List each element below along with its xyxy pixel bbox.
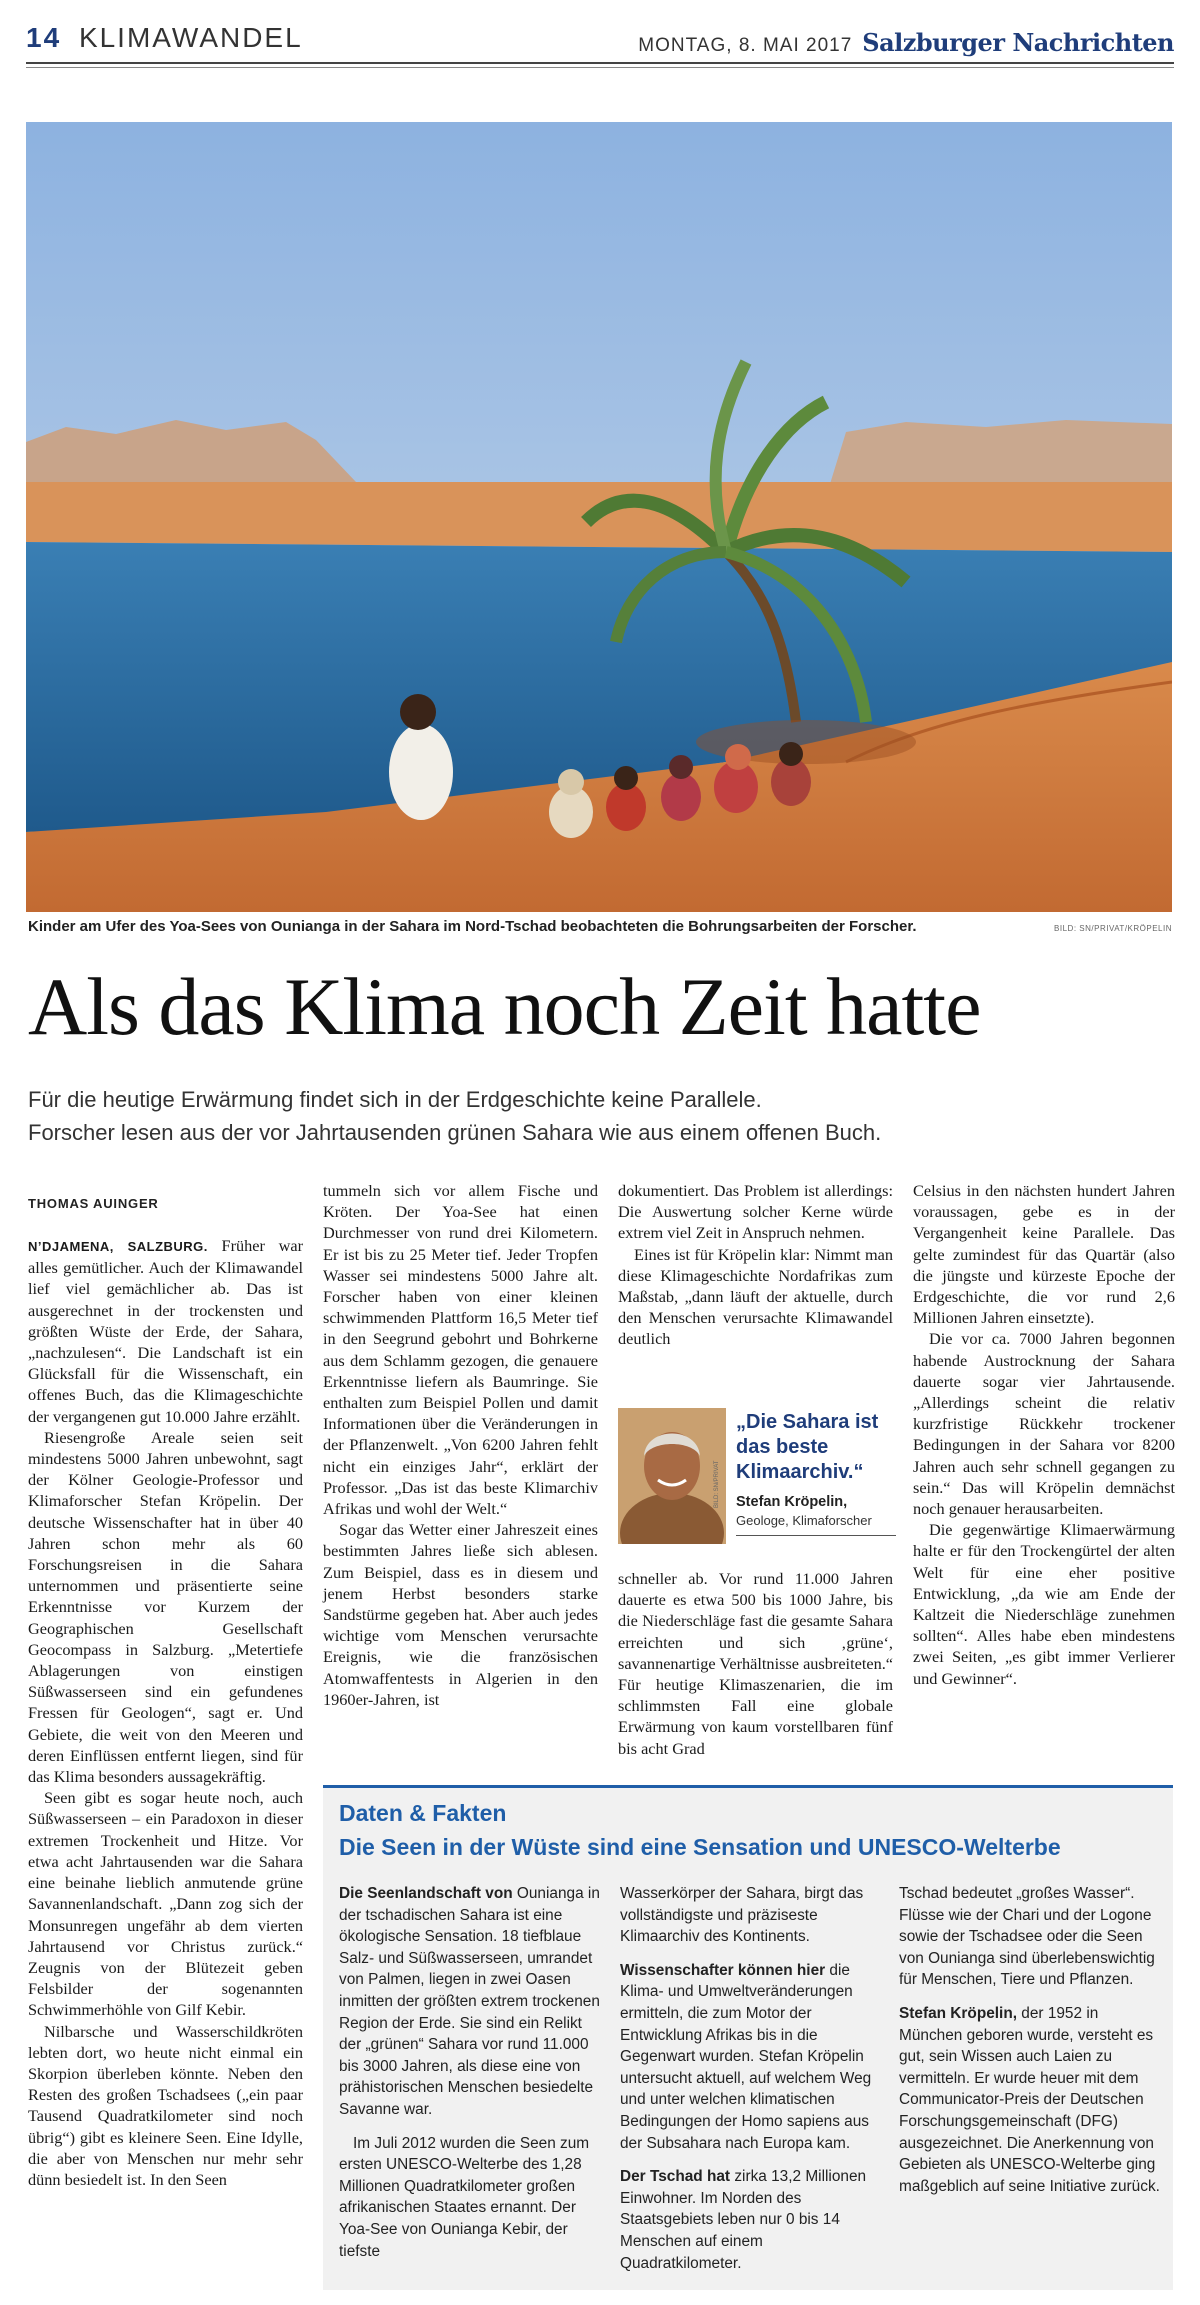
- fact-paragraph: Die Seenlandschaft von Ounianga in der tschadischen Sahara ist eine ökologische Sensation. 18 tiefblaue Salz- und Süßwasserseen, umrandet von Palmen, liegen in zwei Oasen inmitten der größten extrem trockenen Region der Erde. Sie sind ein Relikt der „grünen“ Sahara vor rund 11.000 bis 3000 Jahren, als diese eine von prähistorischen Menschen besiedelte Savanne war.: [339, 1885, 600, 2118]
- fact-paragraph: Im Juli 2012 wurden die Seen zum ersten UNESCO-Welterbe des 1,28 Millionen Quadratkilometer großen afrikanischen Staates ernannt. Der Yoa-See von Ounianga Kebir, der tiefste: [339, 2134, 590, 2260]
- section-header: [26, 22, 303, 54]
- header-rule: [26, 62, 1174, 64]
- article-paragraph: Celsius in den nächsten hundert Jahren voraussagen, gebe es in der Vergangenheit keine Parallele. Das gelte zumindest für das Quartär (also die jüngste und kürzeste Epoche der Erdgeschichte, die vor rund 2,6 Millionen Jahren einsetzte).: [913, 1181, 1175, 1328]
- fact-box-column-3: [899, 1883, 1164, 2209]
- fact-box: [323, 1785, 1173, 2290]
- page-number: 14: [26, 22, 62, 53]
- fact-paragraph: Stefan Kröpelin, der 1952 in München geboren wurde, versteht es gut, sein Wissen auch Laien zu vermitteln. Er wurde heuer mit dem Communicator-Preis der Deutschen Forschungsgemeinschaft (DFG) ausgezeichnet. Die Anerkennung von Gebieten als UNESCO-Welterbe ging maßgeblich auf seine Initiative zurück.: [899, 2004, 1160, 2195]
- article-paragraph: Nilbarsche und Wasserschildkröten lebten dort, wo heute nicht einmal ein Skorpion überleben könnte. Neben den Resten des großen Tschadsees („ein paar Tausend Quadratkilometer sind noch übrig“) gibt es kleinere Seen. Eine Idylle, die aber von Menschen nur mehr sehr dünn besiedelt ist. In den Seen: [28, 2021, 303, 2189]
- article-column-3-continued: [618, 1568, 893, 1759]
- article-paragraph: N’DJAMENA, SALZBURG. Früher war alles gemütlicher. Auch der Klimawandel lief viel gemächlicher ab. Das ist ausgerechnet in der trockensten und größten Wüste der Erde, der Sahara, „nachzulesen“. Die Landschaft ist ein Glücksfall für die Wissenschaft, ein offenes Buch, das die Klimageschichte der vergangenen gut 10.000 Jahre erzählt.: [28, 1236, 303, 1426]
- pull-quote: [618, 1408, 893, 1548]
- masthead: [26, 20, 1174, 62]
- quote-role: Geologe, Klimaforscher: [736, 1513, 872, 1528]
- portrait-credit: BILD: SN/PRIVAT: [714, 1460, 720, 1508]
- article-paragraph: Seen gibt es sogar heute noch, auch Süßwasserseen – ein Paradoxon in dieser extremen Trockenheit und Hitze. Vor etwa acht Jahrtausenden war die Sahara eine beinahe lieblich anmutende grüne Savannenlandschaft. „Dann zog sich der Monsunregen ungefähr ab dem vierten Jahrtausend vor Christus zurück.“ Zeugnis von der Blütezeit geben Felsbilder der sogenannten Schwimmerhöhle von Gilf Kebir.: [28, 1788, 303, 2020]
- article-paragraph: dokumentiert. Das Problem ist allerdings: Die Auswertung solcher Kerne würde extrem viel Zeit in Anspruch nehmen.: [618, 1181, 893, 1243]
- subheadline: [28, 1083, 1168, 1149]
- fact-box-column-2: [620, 1883, 885, 2286]
- article-column-1: [28, 1235, 303, 2190]
- fact-box-column-1: [339, 1883, 604, 2274]
- article-paragraph: Die vor ca. 7000 Jahren begonnen habende Austrocknung der Sahara dauerte sogar vier Jahrtausende. „Allerdings scheint die relativ kurzfristige Rückkehr trockener Bedingungen in der Sahara vor 8200 Jahren auch sehr schnell gegangen zu sein.“ Das will Kröpelin demnächst noch genauer herausarbeiten.: [913, 1329, 1175, 1519]
- fact-paragraph: Der Tschad hat zirka 13,2 Millionen Einwohner. Im Norden des Staatsgebiets leben nur 0 bis 14 Menschen auf einem Quadratkilometer.: [620, 2168, 867, 2272]
- lead-photo: [26, 122, 1172, 912]
- quote-rule: [736, 1535, 896, 1536]
- newspaper-logo: Salzburger Nachrichten: [862, 28, 1174, 57]
- article-paragraph: schneller ab. Vor rund 11.000 Jahren dauerte es etwa 500 bis 1000 Jahre, bis die Niederschläge fast die gesamte Sahara erreichten und sich ‚grüne‘, savannenartige Verhältnisse ausbreiteten.“ Für heutige Klimaszenarien, die im schlimmsten Fall eine globale Erwärmung von kaum vorstellbaren fünf bis acht Grad: [618, 1569, 894, 1758]
- article-column-3: [618, 1180, 893, 1350]
- quote-text: „Die Sahara ist das beste Klimaarchiv.“: [736, 1411, 879, 1483]
- section-title: KLIMAWANDEL: [78, 22, 303, 53]
- photo-caption: Kinder am Ufer des Yoa-Sees von Ounianga in der Sahara im Nord-Tschad beobachteten die Bohrungsarbeiten der Forscher.: [28, 918, 917, 935]
- fact-box-kicker: Daten & Fakten: [339, 1800, 507, 1826]
- sahara-lake-illustration: [26, 122, 1172, 912]
- fact-paragraph: Wissenschafter können hier die Klima- und Umweltveränderungen ermitteln, die zum Motor der Entwicklung Afrikas bis in die Gegenwart wurden. Stefan Kröpelin untersucht aktuell, auf welchem Weg und unter welchen klimatischen Bedingungen der Homo sapiens aus der Subsahara nach Europa kam.: [620, 1961, 872, 2152]
- fact-box-title: Die Seen in der Wüste sind eine Sensation und UNESCO-Welterbe: [339, 1834, 1061, 1860]
- article-column-4: [913, 1180, 1175, 1689]
- article-paragraph: Riesengroße Areale seien seit mindestens 5000 Jahren unbewohnt, sagt der Kölner Geologie-Professor und Klimaforscher Stefan Kröpelin. Der deutsche Wissenschafter hat in über 40 Jahren schon mehr als 60 Forschungsreisen in die Sahara unternommen und präsentierte seine Erkenntnisse vor Kurzem der Geographischen Gesellschaft Geocompass in Salzburg. „Metertiefe Ablagerungen von einstigen Süßwasserseen sind ein gefundenes Fressen für Geologen“, sagt er. Und Gebiete, die weit von den Meeren und deren Einflüssen entfernt liegen, sind für das Klima besonders aussagekräftig.: [28, 1427, 303, 1787]
- article-column-2: [323, 1180, 598, 1710]
- byline: THOMAS AUINGER: [28, 1196, 159, 1211]
- fact-paragraph: Tschad bedeutet „großes Wasser“. Flüsse wie der Chari und der Logone sowie der Tschadsee oder die Seen von Ounianga sind überlebenswichtig für Menschen, Tiere und Pflanzen.: [899, 1885, 1155, 1989]
- issue-date: MONTAG, 8. MAI 2017: [638, 35, 853, 56]
- headline: Als das Klima noch Zeit hatte: [28, 961, 981, 1052]
- photo-credit: BILD: SN/PRIVAT/KRÖPELIN: [1054, 924, 1172, 933]
- subheadline-line: Für die heutige Erwärmung findet sich in der Erdgeschichte keine Parallele.: [28, 1087, 762, 1112]
- quote-name: Stefan Kröpelin,: [736, 1494, 848, 1510]
- fact-paragraph: Wasserkörper der Sahara, birgt das vollständigste und präziseste Klimaarchiv des Kontinents.: [620, 1885, 864, 1946]
- article-paragraph: Sogar das Wetter einer Jahreszeit eines bestimmten Jahres ließe sich ablesen. Zum Beispiel, dass es in diesem und jenem Herbst besonders starke Sandstürme gegeben hat. Aber auch jedes wichtige vom Menschen verursachte Ereignis, wie die französischen Atomwaffentests in Algerien in den 1960er-Jahren, ist: [323, 1520, 598, 1709]
- header-rule-thin: [26, 67, 1174, 68]
- article-paragraph: tummeln sich vor allem Fische und Kröten. Der Yoa-See hat einen Durchmesser von rund drei Kilometern. Er ist bis zu 25 Meter tief. Jeder Tropfen Wasser sei mindestens 5000 Jahre alt. Forscher haben von einer kleinen schwimmenden Plattform 16,5 Meter tief in den Seegrund gebohrt und Bohrkerne aus dem Schlamm gezogen, die genauere Erkenntnisse liefern als Baumringe. Sie enthalten zum Beispiel Pollen und damit Informationen über die Veränderungen in der Pflanzenwelt. „Von 6200 Jahren fehlt nicht ein einziges Jahr“, erklärt der Professor. „Das ist das beste Klimarchiv Afrikas und wohl der Welt.“: [323, 1181, 598, 1519]
- subheadline-line: Forscher lesen aus der vor Jahrtausenden grünen Sahara wie aus einem offenen Buch.: [28, 1120, 882, 1145]
- dateline: N’DJAMENA, SALZBURG.: [28, 1239, 208, 1254]
- portrait-photo: [618, 1408, 726, 1544]
- article-paragraph: Die gegenwärtige Klimaerwärmung halte er für den Trockengürtel der alten Welt für eine eher positive Entwicklung, „da wie am Ende der Kaltzeit die Niederschläge zunehmen sollten“. Alles habe eben mindestens zwei Seiten, „es gibt immer Verlierer und Gewinner“.: [913, 1520, 1175, 1688]
- article-paragraph: Eines ist für Kröpelin klar: Nimmt man diese Klimageschichte Nordafrikas zum Maßstab, „dann läuft der aktuelle, durch den Menschen verursachte Klimawandel deutlich: [618, 1244, 893, 1349]
